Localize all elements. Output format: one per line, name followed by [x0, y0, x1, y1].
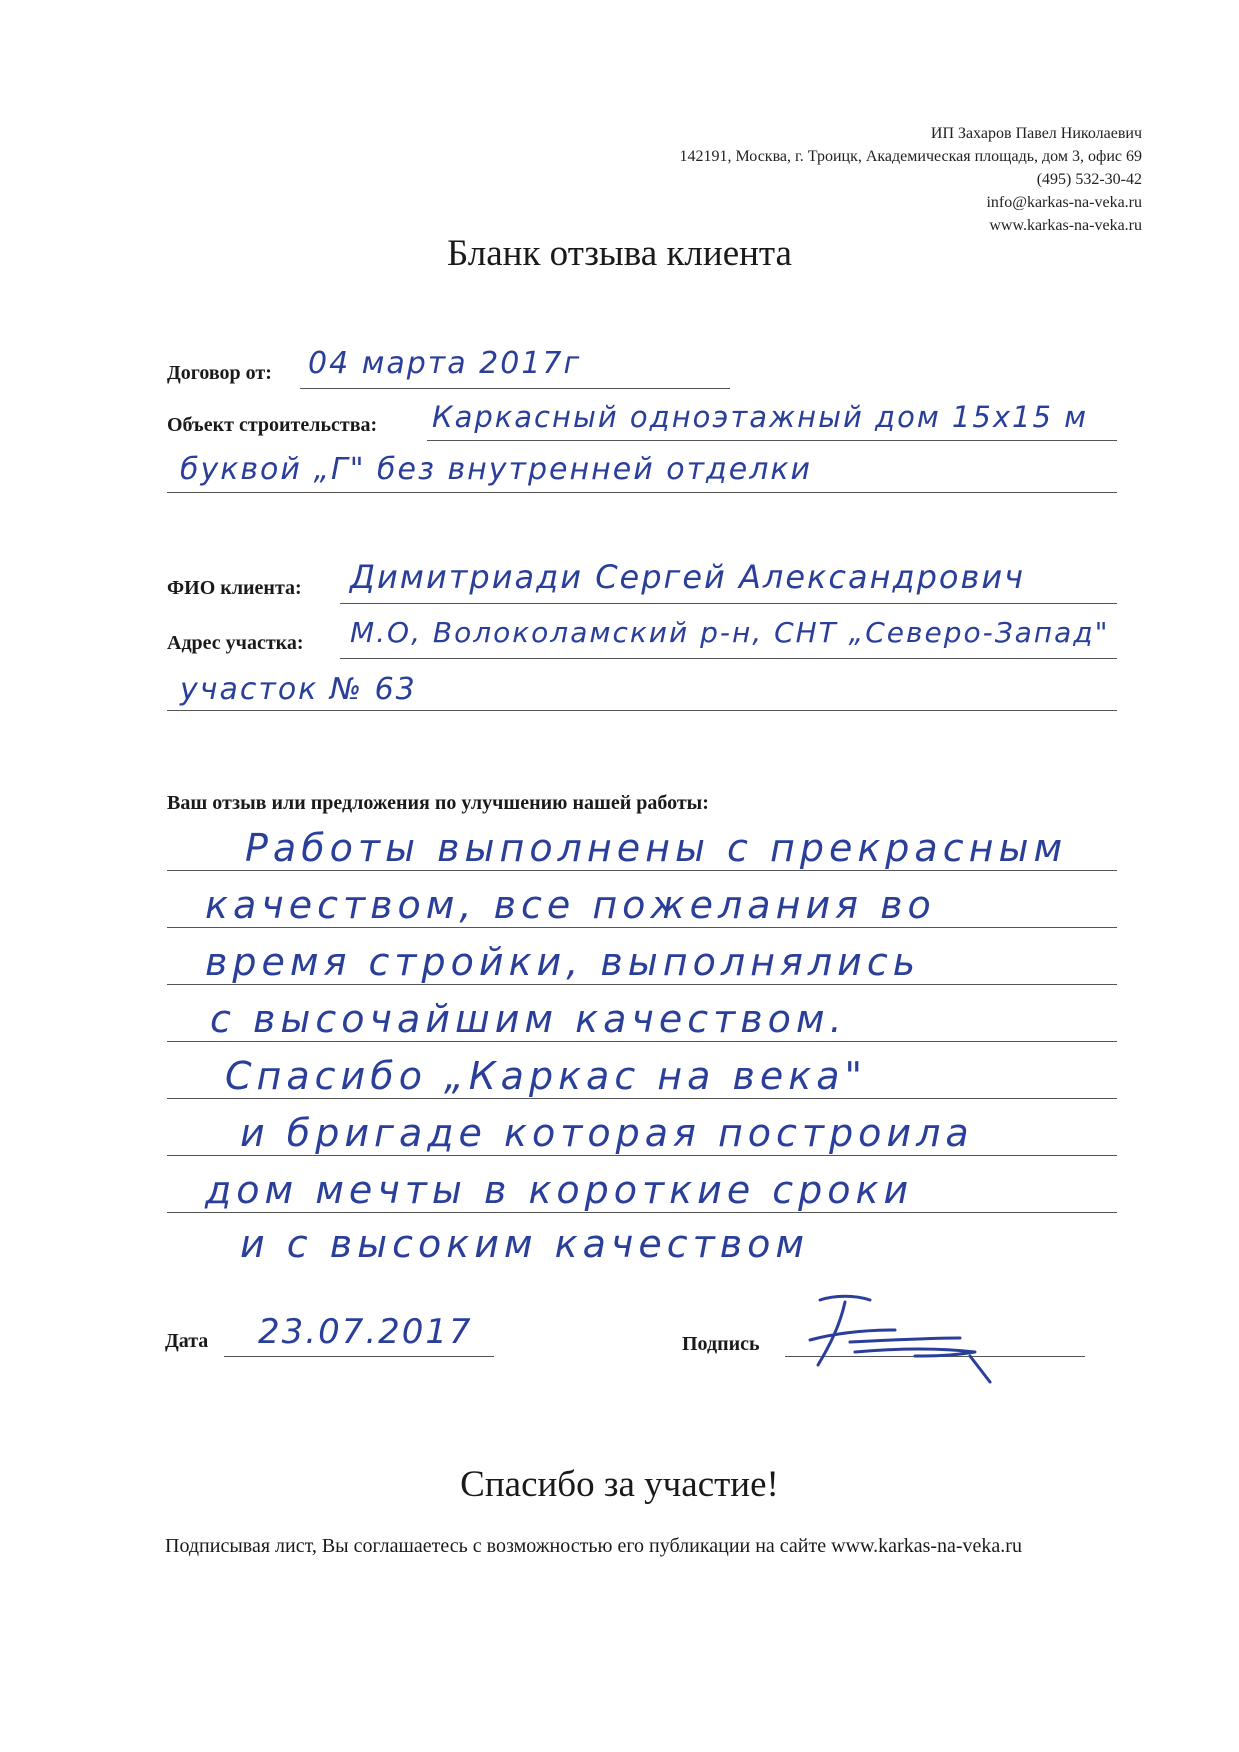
- client-value[interactable]: Димитриади Сергей Александрович: [350, 558, 1026, 596]
- review-label: Ваш отзыв или предложения по улучшению нашей работы:: [167, 792, 709, 814]
- company-phone: (495) 532-30-42: [1036, 171, 1142, 188]
- address-line-1: [340, 658, 1117, 659]
- client-label: ФИО клиента:: [167, 577, 302, 599]
- address-value-line-2[interactable]: участок № 63: [180, 672, 417, 707]
- review-line-7: [167, 1212, 1117, 1213]
- address-label: Адрес участка:: [167, 632, 304, 654]
- thanks-text: Спасибо за участие!: [460, 1464, 779, 1505]
- review-text-line-4[interactable]: с высочайшим качеством.: [210, 997, 847, 1041]
- company-name: ИП Захаров Павел Николаевич: [930, 125, 1142, 142]
- object-line-1: [427, 440, 1117, 441]
- signature-scribble[interactable]: [800, 1290, 1015, 1385]
- company-address: 142191, Москва, г. Троицк, Академическая площадь, дом 3, офис 69: [679, 148, 1142, 165]
- review-line-5: [167, 1098, 1117, 1099]
- review-text-line-7[interactable]: дом мечты в короткие сроки: [205, 1168, 914, 1212]
- review-line-1: [167, 870, 1117, 871]
- address-line-2: [167, 710, 1117, 711]
- form-title: Бланк отзыва клиента: [447, 233, 792, 274]
- object-line-2: [167, 492, 1117, 493]
- company-email: info@karkas-na-veka.ru: [986, 194, 1142, 211]
- review-text-line-6[interactable]: и бригаде которая построила: [240, 1111, 974, 1155]
- review-text-line-8[interactable]: и с высоким качеством: [240, 1222, 810, 1266]
- date-label: Дата: [165, 1330, 209, 1352]
- review-line-3: [167, 984, 1117, 985]
- signature-label: Подпись: [682, 1333, 760, 1355]
- contract-value[interactable]: 04 марта 2017г: [308, 346, 582, 381]
- review-line-2: [167, 927, 1117, 928]
- object-label: Объект строительства:: [167, 414, 378, 436]
- publication-note: Подписывая лист, Вы соглашаетесь с возможностью его публикации на сайте www.karkas-na-veka.ru: [165, 1535, 1022, 1557]
- client-line: [340, 603, 1117, 604]
- address-value-line-1[interactable]: М.О, Волоколамский р-н, СНТ „Северо-Запад": [350, 616, 1110, 649]
- contract-label: Договор от:: [167, 362, 272, 384]
- company-header: [679, 122, 1142, 237]
- contract-line: [300, 388, 730, 389]
- object-value-line-2[interactable]: буквой „Г" без внутренней отделки: [180, 452, 813, 487]
- date-line: [224, 1356, 494, 1357]
- object-value-line-1[interactable]: Каркасный одноэтажный дом 15х15 м: [432, 400, 1088, 434]
- review-text-line-3[interactable]: время стройки, выполнялись: [205, 940, 921, 984]
- review-text-line-1[interactable]: Работы выполнены с прекрасным: [245, 826, 1068, 870]
- review-text-line-2[interactable]: качеством, все пожелания во: [205, 883, 936, 927]
- review-text-line-5[interactable]: Спасибо „Каркас на века": [225, 1054, 867, 1098]
- company-site: www.karkas-na-veka.ru: [989, 217, 1142, 234]
- review-line-4: [167, 1041, 1117, 1042]
- date-value[interactable]: 23.07.2017: [258, 1312, 473, 1352]
- review-line-6: [167, 1155, 1117, 1156]
